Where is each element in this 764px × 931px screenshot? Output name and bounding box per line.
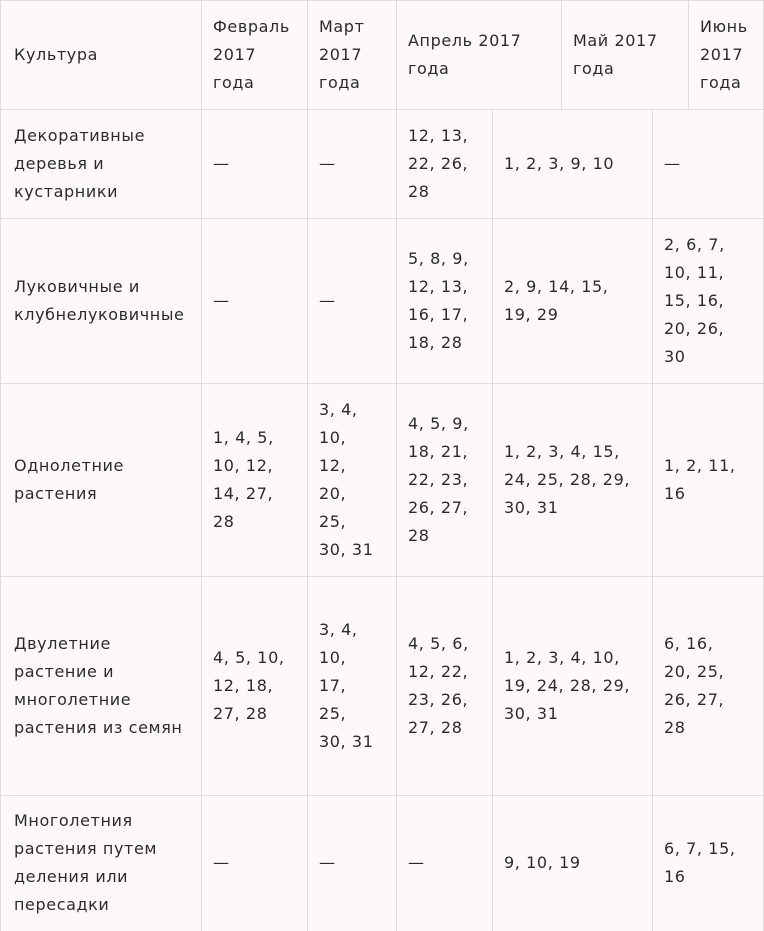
row-culture: Однолетние растения <box>14 455 124 503</box>
row-culture: Луковичные и клубнелуковичные <box>14 276 185 324</box>
row-may-dates: 2, 9, 14, 15, 19, 29 <box>504 276 609 324</box>
row-jun-dates: 2, 6, 7, 10, 11, 15, 16, 20, 26, 30 <box>664 234 725 366</box>
row-may-dates: 9, 10, 19 <box>504 853 581 872</box>
header-february: Февраль 2017 года <box>213 16 290 92</box>
row-mar-dates: — <box>319 153 336 173</box>
row-feb-dates: — <box>213 290 230 310</box>
row-mar-dates: — <box>319 290 336 310</box>
row-may-dates: 1, 2, 3, 4, 15, 24, 25, 28, 29, 30, 31 <box>504 441 631 517</box>
row-apr-dates: — <box>408 853 425 872</box>
row-feb-dates: — <box>213 853 230 872</box>
row-feb-dates: 1, 4, 5, 10, 12, 14, 27, 28 <box>213 427 274 531</box>
row-may-dates: 1, 2, 3, 9, 10 <box>504 153 615 173</box>
row-apr-dates: 4, 5, 6, 12, 22, 23, 26, 27, 28 <box>408 633 469 737</box>
row-culture: Многолетния растения путем деления или пересадки <box>14 811 158 914</box>
row-jun-dates: 6, 16, 20, 25, 26, 27, 28 <box>664 633 725 737</box>
row-apr-dates: 12, 13, 22, 26, 28 <box>408 125 469 201</box>
row-may-dates: 1, 2, 3, 4, 10, 19, 24, 28, 29, 30, 31 <box>504 647 631 723</box>
header-march: Март 2017 года <box>319 16 365 92</box>
row-mar-dates: 3, 4, 10, 12, 20, 25, 30, 31 <box>319 399 374 559</box>
row-jun-dates: — <box>664 153 681 173</box>
row-feb-dates: 4, 5, 10, 12, 18, 27, 28 <box>213 647 285 723</box>
row-apr-dates: 5, 8, 9, 12, 13, 16, 17, 18, 28 <box>408 248 469 352</box>
row-mar-dates: 3, 4, 10, 17, 25, 30, 31 <box>319 619 374 751</box>
header-culture: Культура <box>14 44 99 64</box>
row-mar-dates: — <box>319 853 336 872</box>
header-april: Апрель 2017 года <box>408 30 522 78</box>
row-jun-dates: 6, 7, 15, 16 <box>664 839 736 886</box>
header-may: Май 2017 года <box>573 30 658 78</box>
row-feb-dates: — <box>213 153 230 173</box>
row-culture: Двулетние растение и многолетние растения из семян <box>14 633 183 737</box>
row-apr-dates: 4, 5, 9, 18, 21, 22, 23, 26, 27, 28 <box>408 413 469 545</box>
row-jun-dates: 1, 2, 11, 16 <box>664 455 736 503</box>
header-june: Июнь 2017 года <box>700 16 748 92</box>
row-culture: Декоративные деревья и кустарники <box>14 125 146 201</box>
